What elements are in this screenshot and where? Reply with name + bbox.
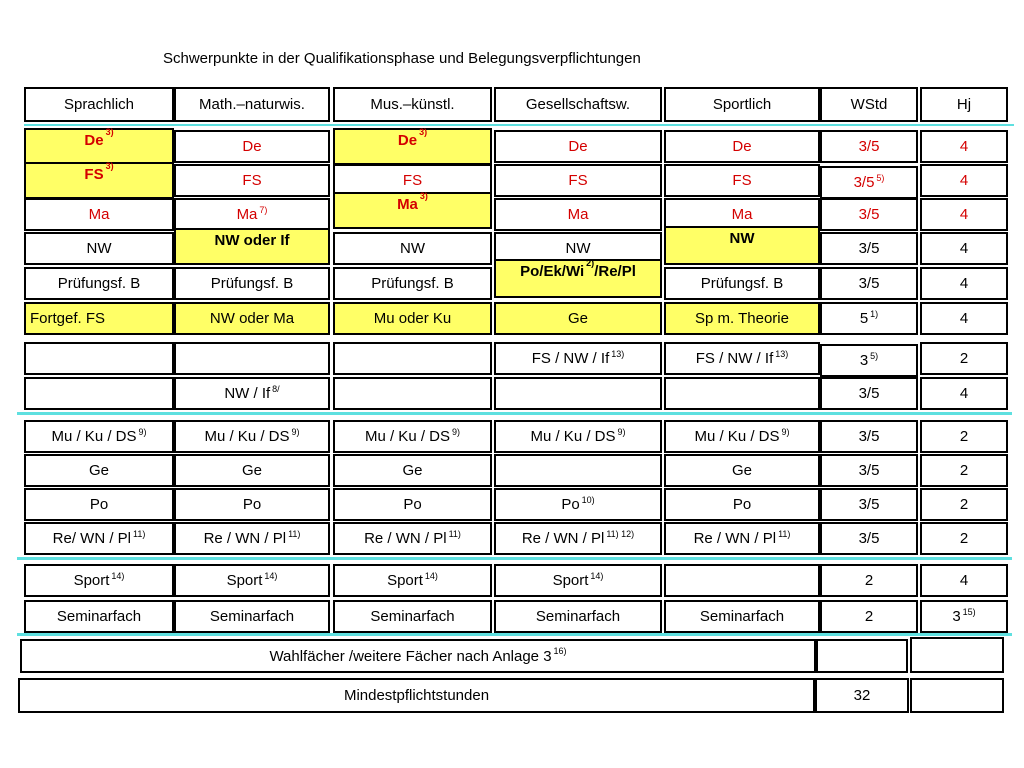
cell-r0-wstd: [820, 130, 918, 163]
cell-r5-sprachlich: [24, 302, 174, 335]
cell-r0-sportlich-text: De: [732, 138, 752, 155]
header-hj-text: Hj: [956, 96, 972, 113]
mindest-row-label: Mindestpflichtstunden: [18, 678, 815, 713]
header-sportlich: [664, 87, 820, 122]
cell-r13-math-naturwis: [174, 600, 330, 633]
header-math-naturwis-text: Math.–naturwis.: [199, 96, 305, 113]
cell-r5-wstd: [820, 302, 918, 335]
cell-r6-gesellschaftsw-text: FS / NW / If: [531, 350, 610, 367]
cell-r9-hj-text: 2: [959, 462, 969, 479]
cell-r11-sprachlich-footnote: 11): [133, 528, 146, 539]
cell-r6-wstd: [820, 344, 918, 377]
header-sportlich-text: Sportlich: [712, 96, 772, 113]
cell-r1-hj-text: 4: [959, 172, 969, 189]
cell-r11-hj-text: 2: [959, 530, 969, 547]
cell-r12-sprachlich-text: Sport: [73, 572, 110, 589]
cell-r6-hj: [920, 342, 1008, 375]
cell-r11-mus-kuenstl-text: Re / WN / Pl: [364, 530, 447, 547]
cell-r7-sprachlich: [24, 377, 174, 410]
cell-r3-wstd-text: 3/5: [858, 240, 880, 257]
cell-r5-gesellschaftsw-text: Ge: [567, 310, 588, 327]
cell-r3-gesellschaftsw-text: NW: [565, 240, 591, 257]
cell-r8-hj-text: 2: [959, 428, 969, 445]
cell-r11-math-naturwis-footnote: 11): [288, 528, 301, 539]
cell-r9-hj: [920, 454, 1008, 487]
cell-r3-hj-text: 4: [959, 240, 969, 257]
cell-r5-math-naturwis: [174, 302, 330, 335]
cell-r4-hj: [920, 267, 1008, 300]
cell-r13-hj-footnote: 15): [962, 606, 976, 617]
cell-r9-wstd-text: 3/5: [858, 462, 880, 479]
cell-r2-mus-kuenstl-text: Ma: [397, 196, 418, 213]
cell-r11-sprachlich: [24, 522, 174, 555]
cell-r8-sprachlich: [24, 420, 174, 453]
wahl-row-hj: [910, 637, 1004, 673]
cell-r8-wstd: [820, 420, 918, 453]
header-wstd-text: WStd: [850, 96, 888, 113]
cell-r2-sprachlich-text: Ma: [88, 206, 110, 223]
cell-r4-hj-text: 4: [959, 275, 969, 292]
cell-r9-sportlich: [664, 454, 820, 487]
cell-r3-wstd: [820, 232, 918, 265]
cell-r8-math-naturwis-footnote: 9): [291, 426, 300, 437]
wahl-row-label: Wahlfächer /weitere Fächer nach Anlage 3 16): [20, 639, 816, 673]
header-hj: [920, 87, 1008, 122]
cell-r10-gesellschaftsw: [494, 488, 662, 521]
cell-r11-sportlich-footnote: 11): [778, 528, 791, 539]
cell-r1-gesellschaftsw: [494, 164, 662, 197]
cell-r9-sprachlich: [24, 454, 174, 487]
cell-r7-math-naturwis-footnote: 8/: [272, 383, 280, 394]
cell-r6-math-naturwis: [174, 342, 330, 375]
cell-r7-mus-kuenstl: [333, 377, 492, 410]
cell-r10-sprachlich: [24, 488, 174, 521]
cell-r5-mus-kuenstl: [333, 302, 492, 335]
cell-r10-mus-kuenstl: [333, 488, 492, 521]
header-gesellschaftsw: [494, 87, 662, 122]
cell-r11-sportlich: [664, 522, 820, 555]
cell-r11-hj: [920, 522, 1008, 555]
cell-r7-hj: [920, 377, 1008, 410]
cell-r9-mus-kuenstl: [333, 454, 492, 487]
cell-r7-gesellschaftsw: [494, 377, 662, 410]
mindest-row-hj: [910, 678, 1004, 713]
cell-r1-sportlich: [664, 164, 820, 197]
cell-r6-sprachlich: [24, 342, 174, 375]
cell-r8-gesellschaftsw: [494, 420, 662, 453]
cell-r12-gesellschaftsw-text: Sport: [552, 572, 589, 589]
cell-r5-sprachlich-text: Fortgef. FS: [30, 310, 106, 327]
cell-r12-gesellschaftsw-footnote: 14): [590, 570, 604, 581]
cell-r4-math-naturwis-text: Prüfungsf. B: [210, 275, 294, 292]
header-wstd: [820, 87, 918, 122]
cell-r5-mus-kuenstl-text: Mu oder Ku: [373, 310, 452, 327]
cell-r8-hj: [920, 420, 1008, 453]
cell-r2-mus-kuenstl: [333, 192, 492, 229]
cell-r12-mus-kuenstl: [333, 564, 492, 597]
cell-r4-wstd-text: 3/5: [858, 275, 880, 292]
cell-r2-wstd-text: 3/5: [858, 206, 880, 223]
cell-r1-gesellschaftsw-text: FS: [568, 172, 588, 189]
cell-r0-hj: [920, 130, 1008, 163]
cell-r0-mus-kuenstl-text: De: [397, 132, 418, 149]
cell-r1-wstd-text: 3/5: [853, 174, 875, 191]
header-sprachlich: [24, 87, 174, 122]
cell-r0-gesellschaftsw: [494, 130, 662, 163]
cell-r2-math-naturwis-text: Ma: [236, 206, 258, 223]
cell-r13-mus-kuenstl-text: Seminarfach: [370, 608, 455, 625]
cell-r13-hj: [920, 600, 1008, 633]
cell-r5-sportlich-text: Sp m. Theorie: [695, 310, 789, 327]
cell-r1-mus-kuenstl-text: FS: [402, 172, 423, 189]
cell-r8-math-naturwis-text: Mu / Ku / DS: [204, 428, 290, 445]
cell-r11-mus-kuenstl-footnote: 11): [448, 528, 461, 539]
cell-r2-sprachlich: [24, 198, 174, 231]
cell-r0-mus-kuenstl: [333, 128, 492, 165]
cell-r12-math-naturwis: [174, 564, 330, 597]
header-separator: [24, 124, 1014, 126]
cell-r6-gesellschaftsw: [494, 342, 662, 375]
cell-r8-sportlich-footnote: 9): [781, 426, 790, 437]
cell-r6-wstd-text: 3: [859, 352, 869, 369]
cell-r5-gesellschaftsw: [494, 302, 662, 335]
cell-r0-sprachlich-text: De: [84, 132, 104, 149]
cell-r11-math-naturwis-text: Re / WN / Pl: [203, 530, 287, 547]
cell-r0-mus-kuenstl-footnote: 3): [419, 127, 428, 137]
cell-r1-wstd: [820, 166, 918, 199]
cell-r2-math-naturwis-footnote: 7): [259, 204, 268, 215]
cell-r3-mus-kuenstl: [333, 232, 492, 265]
cell-r3-sprachlich: [24, 232, 174, 265]
cell-r1-sprachlich-footnote: 3): [105, 161, 114, 171]
cell-r13-wstd-text: 2: [864, 608, 874, 625]
cell-r7-wstd: [820, 377, 918, 410]
cell-r10-wstd-text: 3/5: [858, 496, 880, 513]
cell-r13-gesellschaftsw-text: Seminarfach: [535, 608, 621, 625]
cell-r8-gesellschaftsw-text: Mu / Ku / DS: [530, 428, 616, 445]
cell-r7-hj-text: 4: [959, 385, 969, 402]
cell-r13-sportlich-text: Seminarfach: [699, 608, 785, 625]
cell-r11-gesellschaftsw-text: Re / WN / Pl: [521, 530, 605, 547]
cell-r0-math-naturwis: [174, 130, 330, 163]
page-title: Schwerpunkte in der Qualifikationsphase und Belegungsverpflichtungen: [163, 50, 641, 67]
cell-r0-gesellschaftsw-text: De: [568, 138, 588, 155]
cell-r0-wstd-text: 3/5: [858, 138, 880, 155]
cell-r6-sportlich-text: FS / NW / If: [695, 350, 774, 367]
cell-r2-hj: [920, 198, 1008, 231]
cell-r4-sportlich: [664, 267, 820, 300]
header-mus-kuenstl-text: Mus.–künstl.: [370, 96, 455, 113]
cell-r7-wstd-text: 3/5: [858, 385, 880, 402]
cell-r12-wstd: [820, 564, 918, 597]
cell-r7-math-naturwis-text: NW / If: [224, 385, 271, 402]
cell-r11-math-naturwis: [174, 522, 330, 555]
cell-r9-math-naturwis: [174, 454, 330, 487]
cell-r13-gesellschaftsw: [494, 600, 662, 633]
cell-r4-sportlich-text: Prüfungsf. B: [700, 275, 784, 292]
cell-r11-gesellschaftsw: [494, 522, 662, 555]
cell-r2-wstd: [820, 198, 918, 231]
cell-r10-sportlich-text: Po: [732, 496, 752, 513]
cell-r8-mus-kuenstl-footnote: 9): [452, 426, 461, 437]
cell-r12-hj: [920, 564, 1008, 597]
cell-r4-wstd: [820, 267, 918, 300]
cell-r12-math-naturwis-footnote: 14): [264, 570, 278, 581]
cell-r8-sprachlich-footnote: 9): [138, 426, 147, 437]
cell-r9-math-naturwis-text: Ge: [241, 462, 262, 479]
cell-r3-hj: [920, 232, 1008, 265]
cell-r2-mus-kuenstl-footnote: 3): [419, 191, 428, 201]
cell-r4-gesellschaftsw-text-cont: /Re/Pl: [594, 263, 636, 280]
cell-r10-math-naturwis: [174, 488, 330, 521]
cell-r4-gesellschaftsw-footnote: 2): [586, 258, 595, 268]
cell-r12-hj-text: 4: [959, 572, 969, 589]
cell-r11-wstd-text: 3/5: [858, 530, 880, 547]
cell-r7-math-naturwis: [174, 377, 330, 410]
cell-r10-mus-kuenstl-text: Po: [403, 496, 422, 513]
cell-r8-mus-kuenstl-text: Mu / Ku / DS: [364, 428, 450, 445]
cell-r9-wstd: [820, 454, 918, 487]
cell-r12-math-naturwis-text: Sport: [226, 572, 263, 589]
cell-r11-sportlich-text: Re / WN / Pl: [693, 530, 777, 547]
cell-r13-sportlich: [664, 600, 820, 633]
cell-r0-math-naturwis-text: De: [242, 138, 262, 155]
cell-r3-mus-kuenstl-text: NW: [400, 240, 425, 257]
cell-r4-mus-kuenstl-text: Prüfungsf. B: [371, 275, 454, 292]
cell-r6-wstd-footnote: 5): [870, 350, 879, 361]
cell-r10-sprachlich-text: Po: [89, 496, 109, 513]
cell-r1-math-naturwis-text: FS: [242, 172, 262, 189]
cell-r10-math-naturwis-text: Po: [242, 496, 262, 513]
cell-r6-gesellschaftsw-footnote: 13): [611, 348, 625, 359]
cell-r1-sportlich-text: FS: [732, 172, 752, 189]
cell-r4-sprachlich-text: Prüfungsf. B: [57, 275, 141, 292]
cell-r13-sprachlich-text: Seminarfach: [56, 608, 142, 625]
cell-r9-mus-kuenstl-text: Ge: [402, 462, 423, 479]
cell-r12-mus-kuenstl-text: Sport: [387, 572, 423, 589]
cell-r4-math-naturwis: [174, 267, 330, 300]
cell-r10-gesellschaftsw-footnote: 10): [581, 494, 595, 505]
cell-r0-sportlich: [664, 130, 820, 163]
cell-r13-hj-text: 3: [952, 608, 961, 625]
cell-r10-gesellschaftsw-text: Po: [561, 496, 580, 513]
cell-r1-math-naturwis: [174, 164, 330, 197]
cell-r9-sprachlich-text: Ge: [88, 462, 109, 479]
header-sprachlich-text: Sprachlich: [63, 96, 135, 113]
cell-r7-sportlich: [664, 377, 820, 410]
cell-r10-sportlich: [664, 488, 820, 521]
cell-r8-sprachlich-text: Mu / Ku / DS: [51, 428, 137, 445]
cell-r12-gesellschaftsw: [494, 564, 662, 597]
cell-r11-sprachlich-text: Re/ WN / Pl: [52, 530, 131, 547]
cell-r1-hj: [920, 164, 1008, 197]
cell-r4-sprachlich: [24, 267, 174, 300]
block-separator: [17, 557, 1012, 560]
cell-r3-sprachlich-text: NW: [86, 240, 112, 257]
cell-r12-wstd-text: 2: [864, 572, 874, 589]
cell-r4-gesellschaftsw-text: Po/Ek/Wi: [520, 263, 585, 280]
header-gesellschaftsw-text: Gesellschaftsw.: [525, 96, 631, 113]
cell-r12-mus-kuenstl-footnote: 14): [424, 570, 438, 581]
cell-r9-gesellschaftsw: [494, 454, 662, 487]
cell-r12-sprachlich: [24, 564, 174, 597]
cell-r0-sprachlich: [24, 128, 174, 165]
cell-r1-wstd-footnote: 5): [876, 172, 885, 183]
cell-r3-sportlich-text: NW: [729, 230, 755, 247]
cell-r8-math-naturwis: [174, 420, 330, 453]
cell-r0-hj-text: 4: [959, 138, 969, 155]
cell-r3-math-naturwis: [174, 228, 330, 265]
cell-r5-sportlich: [664, 302, 820, 335]
cell-r11-wstd: [820, 522, 918, 555]
cell-r6-sportlich-footnote: 13): [775, 348, 789, 359]
cell-r4-gesellschaftsw: [494, 259, 662, 298]
cell-r13-mus-kuenstl: [333, 600, 492, 633]
block-separator: [17, 633, 1012, 636]
cell-r2-math-naturwis: [174, 198, 330, 231]
mindest-row-wstd: 32: [815, 678, 909, 713]
cell-r3-math-naturwis-text: NW oder If: [214, 232, 290, 249]
cell-r13-wstd: [820, 600, 918, 633]
cell-r1-sprachlich: [24, 162, 174, 199]
cell-r12-sprachlich-footnote: 14): [111, 570, 125, 581]
cell-r10-hj: [920, 488, 1008, 521]
block-separator: [17, 412, 1012, 415]
cell-r10-hj-text: 2: [959, 496, 969, 513]
cell-r13-math-naturwis-text: Seminarfach: [209, 608, 295, 625]
cell-r5-math-naturwis-text: NW oder Ma: [209, 310, 295, 327]
cell-r2-gesellschaftsw: [494, 198, 662, 231]
cell-r2-gesellschaftsw-text: Ma: [567, 206, 589, 223]
cell-r0-sprachlich-footnote: 3): [105, 127, 114, 137]
cell-r11-gesellschaftsw-footnote: 11) 12): [606, 528, 635, 539]
cell-r6-hj-text: 2: [959, 350, 969, 367]
cell-r3-sportlich: [664, 226, 820, 265]
cell-r8-sportlich-text: Mu / Ku / DS: [694, 428, 780, 445]
cell-r4-mus-kuenstl: [333, 267, 492, 300]
cell-r8-wstd-text: 3/5: [858, 428, 880, 445]
cell-r6-mus-kuenstl: [333, 342, 492, 375]
cell-r5-wstd-footnote: 1): [870, 308, 879, 319]
cell-r13-sprachlich: [24, 600, 174, 633]
cell-r5-wstd-text: 5: [859, 310, 869, 327]
cell-r8-gesellschaftsw-footnote: 9): [617, 426, 626, 437]
cell-r10-wstd: [820, 488, 918, 521]
cell-r8-sportlich: [664, 420, 820, 453]
cell-r5-hj-text: 4: [959, 310, 969, 327]
header-math-naturwis: [174, 87, 330, 122]
cell-r9-sportlich-text: Ge: [731, 462, 752, 479]
cell-r2-hj-text: 4: [959, 206, 969, 223]
cell-r11-mus-kuenstl: [333, 522, 492, 555]
cell-r5-hj: [920, 302, 1008, 335]
cell-r2-sportlich-text: Ma: [731, 206, 753, 223]
header-mus-kuenstl: [333, 87, 492, 122]
cell-r12-sportlich: [664, 564, 820, 597]
cell-r1-sprachlich-text: FS: [84, 166, 104, 183]
cell-r6-sportlich: [664, 342, 820, 375]
wahl-row-wstd: [816, 639, 908, 673]
cell-r8-mus-kuenstl: [333, 420, 492, 453]
